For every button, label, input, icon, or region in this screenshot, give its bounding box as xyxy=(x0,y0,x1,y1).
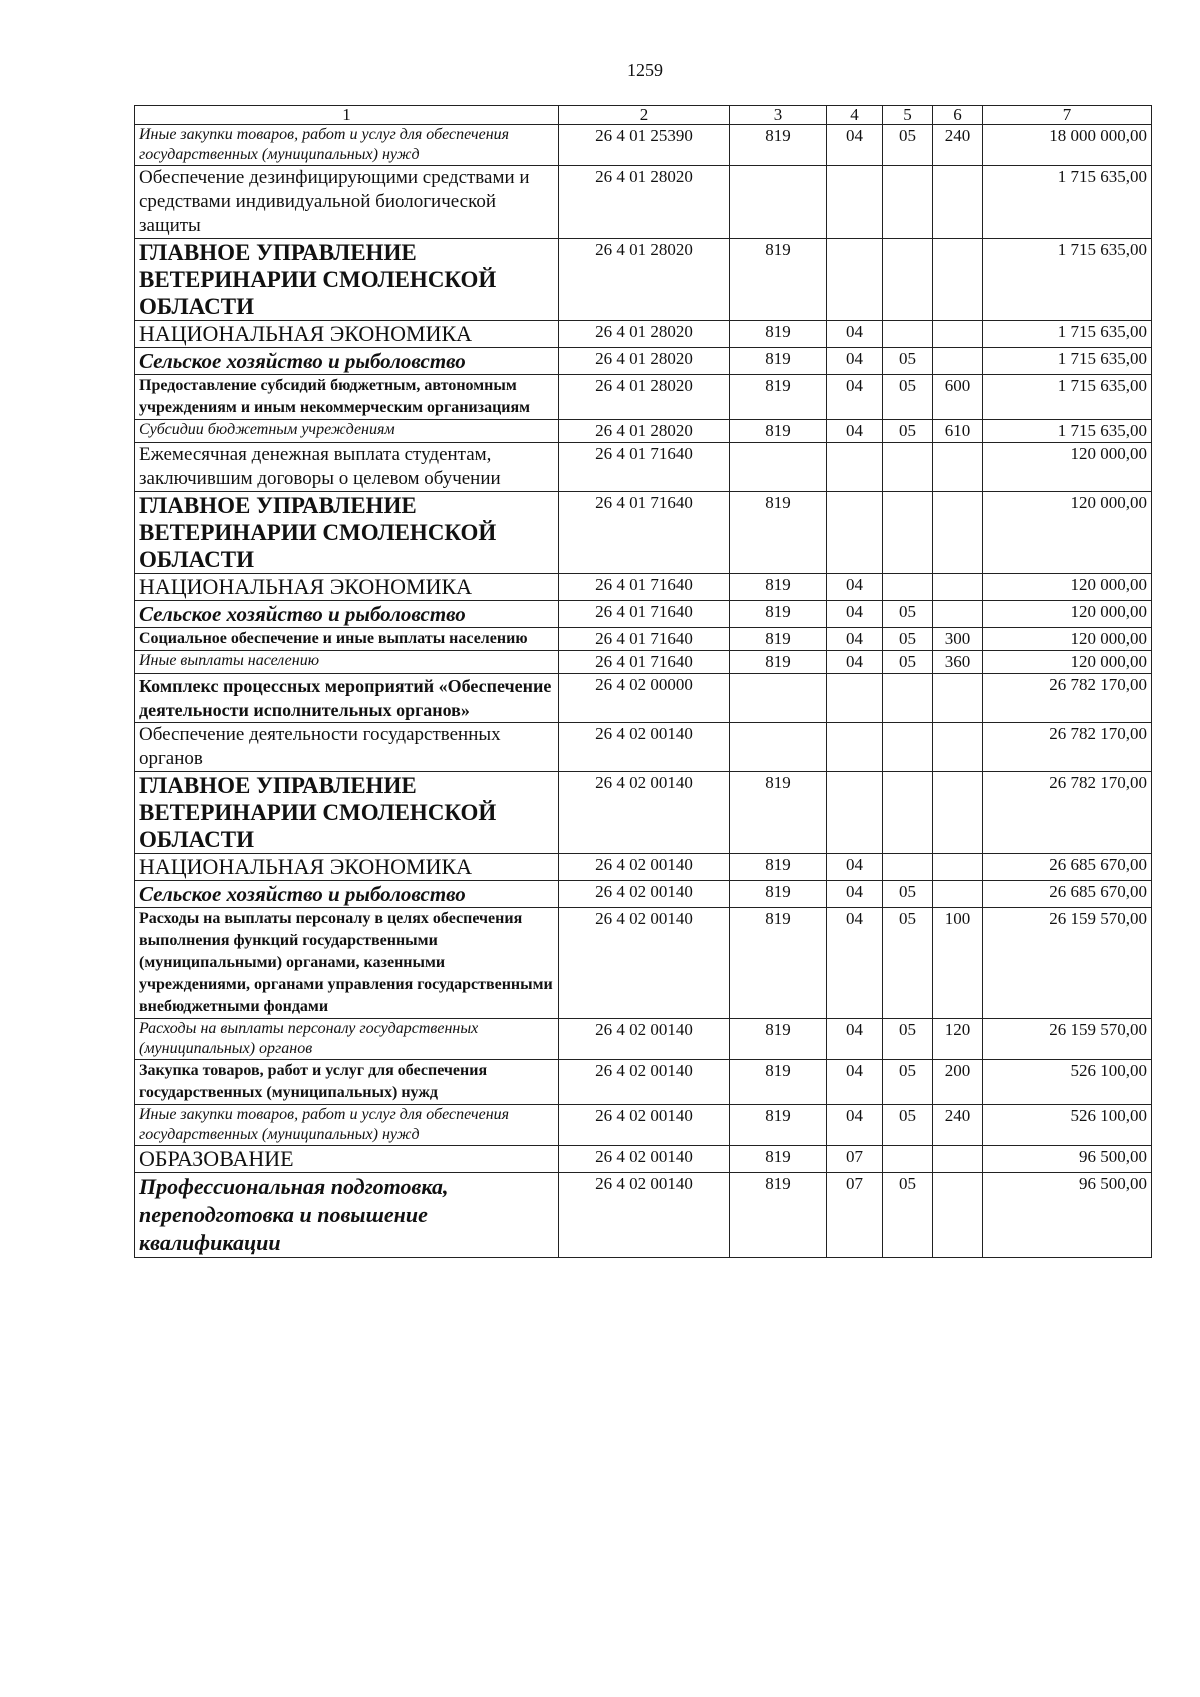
table-row xyxy=(135,881,1152,908)
row-col4-cell xyxy=(827,723,883,772)
table-row xyxy=(135,574,1152,601)
row-amount-cell: 96 500,00 xyxy=(983,1146,1152,1173)
row-name-cell: Расходы на выплаты персоналу в целях обеспечения выполнения функций государственными (муниципальными) органами, казенными учреждениями, органами управления государственными внебюджетными фондами xyxy=(135,908,559,1019)
row-col5-cell xyxy=(883,723,933,772)
row-col6-cell: 610 xyxy=(933,420,983,443)
row-col5-cell: 05 xyxy=(883,628,933,651)
row-name-cell: Иные выплаты населению xyxy=(135,651,559,674)
row-name-cell: Предоставление субсидий бюджетным, автономным учреждениям и иным некоммерческим организациям xyxy=(135,375,559,420)
row-col6-cell xyxy=(933,881,983,908)
row-col5-cell: 05 xyxy=(883,651,933,674)
row-col4-cell: 04 xyxy=(827,854,883,881)
row-amount-cell: 96 500,00 xyxy=(983,1173,1152,1258)
row-col4-cell xyxy=(827,772,883,854)
row-col6-cell xyxy=(933,601,983,628)
row-code-cell: 26 4 02 00140 xyxy=(559,854,730,881)
row-col6-cell: 240 xyxy=(933,125,983,166)
row-code-cell: 26 4 01 71640 xyxy=(559,651,730,674)
row-amount-cell: 120 000,00 xyxy=(983,601,1152,628)
row-col4-cell: 04 xyxy=(827,1060,883,1105)
row-col3-cell: 819 xyxy=(730,651,827,674)
row-col3-cell: 819 xyxy=(730,1019,827,1060)
row-col5-cell xyxy=(883,321,933,348)
row-col6-cell: 600 xyxy=(933,375,983,420)
row-col6-cell xyxy=(933,348,983,375)
row-name-cell: ОБРАЗОВАНИЕ xyxy=(135,1146,559,1173)
row-code-cell: 26 4 01 71640 xyxy=(559,601,730,628)
row-col6-cell xyxy=(933,492,983,574)
row-col3-cell: 819 xyxy=(730,348,827,375)
row-col6-cell xyxy=(933,1146,983,1173)
row-code-cell: 26 4 01 71640 xyxy=(559,443,730,492)
row-col5-cell xyxy=(883,492,933,574)
row-col6-cell xyxy=(933,166,983,239)
row-col5-cell xyxy=(883,239,933,321)
row-col3-cell xyxy=(730,166,827,239)
row-name-cell: ГЛАВНОЕ УПРАВЛЕНИЕ ВЕТЕРИНАРИИ СМОЛЕНСКОЙ ОБЛАСТИ xyxy=(135,492,559,574)
row-col5-cell: 05 xyxy=(883,1105,933,1146)
row-name-cell: Ежемесячная денежная выплата студентам, заключившим договоры о целевом обучении xyxy=(135,443,559,492)
row-col6-cell xyxy=(933,723,983,772)
row-col4-cell: 04 xyxy=(827,1019,883,1060)
row-name-cell: Сельское хозяйство и рыболовство xyxy=(135,348,559,375)
row-amount-cell: 1 715 635,00 xyxy=(983,321,1152,348)
row-amount-cell: 120 000,00 xyxy=(983,574,1152,601)
row-col4-cell: 04 xyxy=(827,348,883,375)
row-col3-cell: 819 xyxy=(730,574,827,601)
table-row xyxy=(135,443,1152,492)
table-row xyxy=(135,125,1152,166)
row-code-cell: 26 4 01 28020 xyxy=(559,166,730,239)
row-code-cell: 26 4 01 25390 xyxy=(559,125,730,166)
table-body xyxy=(135,125,1152,1258)
row-col4-cell: 04 xyxy=(827,628,883,651)
row-amount-cell: 526 100,00 xyxy=(983,1060,1152,1105)
table-row xyxy=(135,651,1152,674)
row-name-cell: Комплекс процессных мероприятий «Обеспечение деятельности исполнительных органов» xyxy=(135,674,559,723)
row-col5-cell xyxy=(883,1146,933,1173)
row-amount-cell: 1 715 635,00 xyxy=(983,348,1152,375)
row-name-cell: Обеспечение деятельности государственных органов xyxy=(135,723,559,772)
row-col3-cell: 819 xyxy=(730,125,827,166)
row-name-cell: ГЛАВНОЕ УПРАВЛЕНИЕ ВЕТЕРИНАРИИ СМОЛЕНСКОЙ ОБЛАСТИ xyxy=(135,772,559,854)
row-code-cell: 26 4 01 28020 xyxy=(559,420,730,443)
row-col4-cell xyxy=(827,674,883,723)
row-name-cell: Расходы на выплаты персоналу государственных (муниципальных) органов xyxy=(135,1019,559,1060)
row-col4-cell xyxy=(827,443,883,492)
row-amount-cell: 120 000,00 xyxy=(983,443,1152,492)
row-col4-cell: 04 xyxy=(827,420,883,443)
row-col5-cell: 05 xyxy=(883,1060,933,1105)
table-row xyxy=(135,908,1152,1019)
row-code-cell: 26 4 01 28020 xyxy=(559,239,730,321)
row-col6-cell: 200 xyxy=(933,1060,983,1105)
row-col4-cell xyxy=(827,166,883,239)
row-amount-cell: 26 782 170,00 xyxy=(983,723,1152,772)
table-row xyxy=(135,1105,1152,1146)
row-col5-cell: 05 xyxy=(883,1173,933,1258)
row-col3-cell: 819 xyxy=(730,854,827,881)
row-amount-cell: 26 782 170,00 xyxy=(983,772,1152,854)
row-col6-cell xyxy=(933,574,983,601)
row-col3-cell xyxy=(730,443,827,492)
row-col4-cell: 04 xyxy=(827,1105,883,1146)
row-code-cell: 26 4 02 00140 xyxy=(559,908,730,1019)
table-row xyxy=(135,1060,1152,1105)
row-col3-cell: 819 xyxy=(730,1146,827,1173)
column-header: 5 xyxy=(883,106,933,125)
row-col6-cell xyxy=(933,443,983,492)
table-row xyxy=(135,1173,1152,1258)
row-col3-cell: 819 xyxy=(730,1173,827,1258)
table-row xyxy=(135,321,1152,348)
column-header: 7 xyxy=(983,106,1152,125)
row-col6-cell xyxy=(933,674,983,723)
row-col4-cell: 04 xyxy=(827,881,883,908)
row-name-cell: Обеспечение дезинфицирующими средствами и средствами индивидуальной биологической защиты xyxy=(135,166,559,239)
row-name-cell: Закупка товаров, работ и услуг для обеспечения государственных (муниципальных) нужд xyxy=(135,1060,559,1105)
row-col4-cell: 04 xyxy=(827,375,883,420)
row-name-cell: Сельское хозяйство и рыболовство xyxy=(135,881,559,908)
row-col5-cell: 05 xyxy=(883,348,933,375)
table-row xyxy=(135,723,1152,772)
row-name-cell: НАЦИОНАЛЬНАЯ ЭКОНОМИКА xyxy=(135,854,559,881)
table-row xyxy=(135,854,1152,881)
row-col6-cell xyxy=(933,772,983,854)
row-col5-cell xyxy=(883,674,933,723)
table-row xyxy=(135,420,1152,443)
table-row xyxy=(135,628,1152,651)
row-col5-cell: 05 xyxy=(883,908,933,1019)
row-code-cell: 26 4 01 71640 xyxy=(559,628,730,651)
row-name-cell: Иные закупки товаров, работ и услуг для обеспечения государственных (муниципальных) нужд xyxy=(135,125,559,166)
row-col5-cell: 05 xyxy=(883,125,933,166)
row-code-cell: 26 4 01 28020 xyxy=(559,348,730,375)
row-code-cell: 26 4 01 28020 xyxy=(559,375,730,420)
row-amount-cell: 26 685 670,00 xyxy=(983,854,1152,881)
row-name-cell: Иные закупки товаров, работ и услуг для обеспечения государственных (муниципальных) нужд xyxy=(135,1105,559,1146)
row-col4-cell xyxy=(827,492,883,574)
row-code-cell: 26 4 02 00140 xyxy=(559,1146,730,1173)
row-col5-cell xyxy=(883,574,933,601)
row-code-cell: 26 4 02 00140 xyxy=(559,881,730,908)
row-col3-cell: 819 xyxy=(730,1105,827,1146)
table-row xyxy=(135,601,1152,628)
row-code-cell: 26 4 02 00140 xyxy=(559,1060,730,1105)
table-row xyxy=(135,492,1152,574)
row-col3-cell: 819 xyxy=(730,908,827,1019)
row-col4-cell: 07 xyxy=(827,1173,883,1258)
row-name-cell: НАЦИОНАЛЬНАЯ ЭКОНОМИКА xyxy=(135,321,559,348)
row-col3-cell: 819 xyxy=(730,321,827,348)
row-col3-cell: 819 xyxy=(730,492,827,574)
row-amount-cell: 120 000,00 xyxy=(983,628,1152,651)
row-col5-cell: 05 xyxy=(883,420,933,443)
column-header: 2 xyxy=(559,106,730,125)
table-row xyxy=(135,239,1152,321)
row-col3-cell: 819 xyxy=(730,420,827,443)
row-col6-cell xyxy=(933,321,983,348)
row-col6-cell: 100 xyxy=(933,908,983,1019)
row-code-cell: 26 4 02 00000 xyxy=(559,674,730,723)
row-amount-cell: 526 100,00 xyxy=(983,1105,1152,1146)
table-row xyxy=(135,375,1152,420)
row-col6-cell xyxy=(933,854,983,881)
row-col3-cell xyxy=(730,723,827,772)
row-code-cell: 26 4 02 00140 xyxy=(559,723,730,772)
row-col4-cell: 04 xyxy=(827,321,883,348)
row-col6-cell: 240 xyxy=(933,1105,983,1146)
header-row xyxy=(135,106,1152,125)
row-col3-cell: 819 xyxy=(730,772,827,854)
table-row xyxy=(135,1019,1152,1060)
row-col6-cell xyxy=(933,1173,983,1258)
column-header: 3 xyxy=(730,106,827,125)
row-amount-cell: 1 715 635,00 xyxy=(983,166,1152,239)
table-row xyxy=(135,674,1152,723)
column-header: 1 xyxy=(135,106,559,125)
row-amount-cell: 26 782 170,00 xyxy=(983,674,1152,723)
row-col4-cell: 04 xyxy=(827,908,883,1019)
row-code-cell: 26 4 01 71640 xyxy=(559,574,730,601)
row-col3-cell: 819 xyxy=(730,628,827,651)
budget-table xyxy=(134,105,1152,1258)
row-col3-cell: 819 xyxy=(730,1060,827,1105)
row-code-cell: 26 4 02 00140 xyxy=(559,1019,730,1060)
row-code-cell: 26 4 02 00140 xyxy=(559,1173,730,1258)
table-row xyxy=(135,166,1152,239)
row-name-cell: Субсидии бюджетным учреждениям xyxy=(135,420,559,443)
table-row xyxy=(135,1146,1152,1173)
row-amount-cell: 1 715 635,00 xyxy=(983,420,1152,443)
row-col6-cell: 360 xyxy=(933,651,983,674)
row-amount-cell: 1 715 635,00 xyxy=(983,375,1152,420)
row-code-cell: 26 4 02 00140 xyxy=(559,772,730,854)
table-row xyxy=(135,348,1152,375)
row-amount-cell: 26 159 570,00 xyxy=(983,908,1152,1019)
row-col4-cell xyxy=(827,239,883,321)
row-col6-cell: 300 xyxy=(933,628,983,651)
column-header: 4 xyxy=(827,106,883,125)
row-col5-cell: 05 xyxy=(883,881,933,908)
row-name-cell: Социальное обеспечение и иные выплаты населению xyxy=(135,628,559,651)
row-col6-cell xyxy=(933,239,983,321)
row-amount-cell: 120 000,00 xyxy=(983,651,1152,674)
row-col3-cell: 819 xyxy=(730,881,827,908)
row-col3-cell xyxy=(730,674,827,723)
row-amount-cell: 18 000 000,00 xyxy=(983,125,1152,166)
row-col3-cell: 819 xyxy=(730,601,827,628)
row-col6-cell: 120 xyxy=(933,1019,983,1060)
row-code-cell: 26 4 01 28020 xyxy=(559,321,730,348)
row-code-cell: 26 4 01 71640 xyxy=(559,492,730,574)
row-amount-cell: 26 159 570,00 xyxy=(983,1019,1152,1060)
row-amount-cell: 120 000,00 xyxy=(983,492,1152,574)
row-col5-cell xyxy=(883,166,933,239)
row-col5-cell: 05 xyxy=(883,1019,933,1060)
row-col3-cell: 819 xyxy=(730,375,827,420)
row-col4-cell: 04 xyxy=(827,574,883,601)
table-row xyxy=(135,772,1152,854)
row-amount-cell: 26 685 670,00 xyxy=(983,881,1152,908)
row-amount-cell: 1 715 635,00 xyxy=(983,239,1152,321)
row-col5-cell xyxy=(883,854,933,881)
row-name-cell: Профессиональная подготовка, переподготовка и повышение квалификации xyxy=(135,1173,559,1258)
row-col5-cell: 05 xyxy=(883,375,933,420)
row-col4-cell: 07 xyxy=(827,1146,883,1173)
row-name-cell: Сельское хозяйство и рыболовство xyxy=(135,601,559,628)
row-name-cell: НАЦИОНАЛЬНАЯ ЭКОНОМИКА xyxy=(135,574,559,601)
row-col4-cell: 04 xyxy=(827,125,883,166)
row-col4-cell: 04 xyxy=(827,651,883,674)
row-name-cell: ГЛАВНОЕ УПРАВЛЕНИЕ ВЕТЕРИНАРИИ СМОЛЕНСКОЙ ОБЛАСТИ xyxy=(135,239,559,321)
row-col4-cell: 04 xyxy=(827,601,883,628)
page-number: 1259 xyxy=(627,60,663,80)
row-col3-cell: 819 xyxy=(730,239,827,321)
row-col5-cell xyxy=(883,443,933,492)
column-header: 6 xyxy=(933,106,983,125)
row-col5-cell: 05 xyxy=(883,601,933,628)
row-col5-cell xyxy=(883,772,933,854)
row-code-cell: 26 4 02 00140 xyxy=(559,1105,730,1146)
